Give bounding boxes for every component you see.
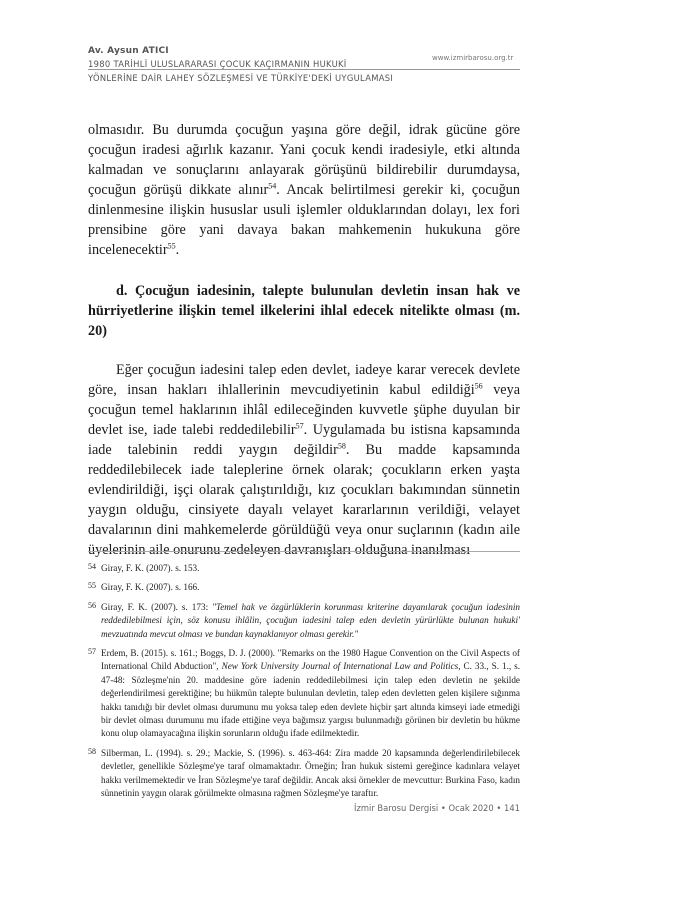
page-number: 141: [504, 803, 520, 813]
footer-separator: •: [496, 803, 502, 813]
footnote-58: 58 Silberman, L. (1994). s. 29.; Mackie, S. (1996). s. 463-464: Zira madde 20 kapsamında değerlendirilebilecek devletler, genellikle Sözleşme'ye taraf olmamaktadır. Örneğin; İran hukuk sistemi gereğince kadınlara velayet hakkı verilmemektedir ve İran Sözleşme'ye taraf değildir. Ancak aksi örnekler de mevcuttur: Burkina Faso, kadın sünnetinin yaygın olarak görülmekte olmasına rağmen Sözleşme'ye taraftır.: [88, 746, 520, 799]
running-header: [88, 46, 528, 84]
header-divider: [88, 69, 520, 70]
header-title-line2: YÖNLERİNE DAİR LAHEY SÖZLEŞMESİ VE TÜRKİYE'DEKİ UYGULAMASI: [88, 73, 394, 83]
footnote-number: 58: [88, 746, 96, 756]
footnote-55: 55 Giray, F. K. (2007). s. 166.: [88, 581, 200, 593]
footnote-ref-58[interactable]: 58: [337, 441, 346, 451]
footnote-ref-54[interactable]: 54: [268, 181, 277, 191]
footnote-number: 54: [88, 562, 96, 571]
footnote-56: 56 Giray, F. K. (2007). s. 173: "Temel hak ve özgürlüklerin korunması kriterine dayanılarak çocuğun iadesinin reddedilebilmesi için, söz konusu ihlâlin, çocuğun iadesini talep eden devletin yürürlükte bulunan hukuki' mevzuatında mevcut olması ve bundan kaynaklanıyor olması gerekir.": [88, 600, 520, 639]
footer-journal: İzmir Barosu Dergisi: [353, 803, 439, 813]
footnote-number: 55: [88, 581, 96, 591]
footnote-57: 57 Erdem, B. (2015). s. 161.; Boggs, D. J. (2000). "Remarks on the 1980 Hague Convention on the Civil Aspects of International Child Abduction", New York University Journal of International Law and Politics, C. 33., S. 1., s. 47-48: Sözleşme'nin 20. maddesine göre iadenin reddedilebilmesi için talep eden devletin ne şekilde değerlendirilmesi gerektiğine; bu hükmün talepte bulunulan devletin, talep eden devletten gelen kişilere sığınma hakkı tanıdığı bir devlet olması durumunu mu yoksa talep eden devlete hiçbir şart altında kimseyi iade etmediği bir devlet olması durumunu mu ifade ettiğine veya bağımsız yargısı bulunmadığı görünen bir devletin bu hükme konu olup olamayacağına ilişkin sorunların olduğu ifade edilmektedir.: [88, 647, 520, 739]
header-author: Av. Aysun ATICI: [88, 46, 169, 56]
header-title-line1: 1980 TARİHLİ ULUSLARARASI ÇOCUK KAÇIRMANIN HUKUKİ: [88, 59, 347, 69]
section-heading: d. Çocuğun iadesinin, talepte bulunulan devletin insan hak ve hürriyetlerine ilişkin temel ilkelerini ihlal edecek nitelikte olması (m. 20): [88, 283, 520, 339]
page-footer: [340, 803, 520, 813]
footnote-54: 54 Giray, F. K. (2007). s. 153.: [88, 562, 200, 573]
main-text: [88, 120, 520, 560]
footnote-ref-57[interactable]: 57: [295, 421, 304, 431]
footer-separator: •: [440, 803, 446, 813]
header-website[interactable]: www.izmirbarosu.org.tr: [432, 54, 514, 62]
footnotes: [88, 562, 520, 807]
paragraph-1: olmasıdır. Bu durumda çocuğun yaşına göre değil, idrak gücüne göre çocuğun iradesi ağırlık kazanır. Yani çocuk kendi iradesiyle, etki altında kalmadan ve sonuçlarını anlayarak görüşünü bildirebilir durumdaysa, çocuğun görüşü dikkate alınır$^{54}$. Ancak belirtilmesi gerekir ki, çocuğun dinlenmesine ilişkin hususlar usuli işlemler olduklarından dolayı, lex fori prensibine göre yani davaya bakan mahkemenin hukukuna göre incelenecektir$^{55}$.: [88, 122, 520, 258]
footnote-divider: [88, 551, 520, 552]
footnote-ref-55[interactable]: 55: [167, 241, 176, 251]
footnote-number: 57: [88, 647, 96, 657]
footer-date: Ocak 2020: [448, 803, 494, 813]
footnote-ref-56[interactable]: 56: [474, 381, 483, 391]
footnote-number: 56: [88, 600, 96, 610]
paragraph-2: Eğer çocuğun iadesini talep eden devlet, iadeye karar verecek devlete göre, insan hakları ihlallerinin mevcudiyetinin kabul edildiği$^{56}$ veya çocuğun temel haklarının ihlâl edileceğinden kuvvetle şüphe duyulan bir devlet ise, iade talebi reddedilebilir$^{57}$. Uygulamada bu istisna kapsamında iade talebinin reddi yaygın değildir$^{58}$. Bu madde kapsamında reddedilebilecek iade taleplerine örnek olarak; çocukların erken yaşta evlendirildiği, işçi olarak çalıştırıldığı, kız çocukları bakımından sünnetin yaygın olduğu, cinsiyete dayalı velayet kararlarının verildiği, velayet davalarının dini mahkemelerde görüldüğü veya onur suçlarının (kadın aile üyelerinin aile onurunu zedeleyen davranışları olduğuna inanılması: [88, 362, 521, 558]
